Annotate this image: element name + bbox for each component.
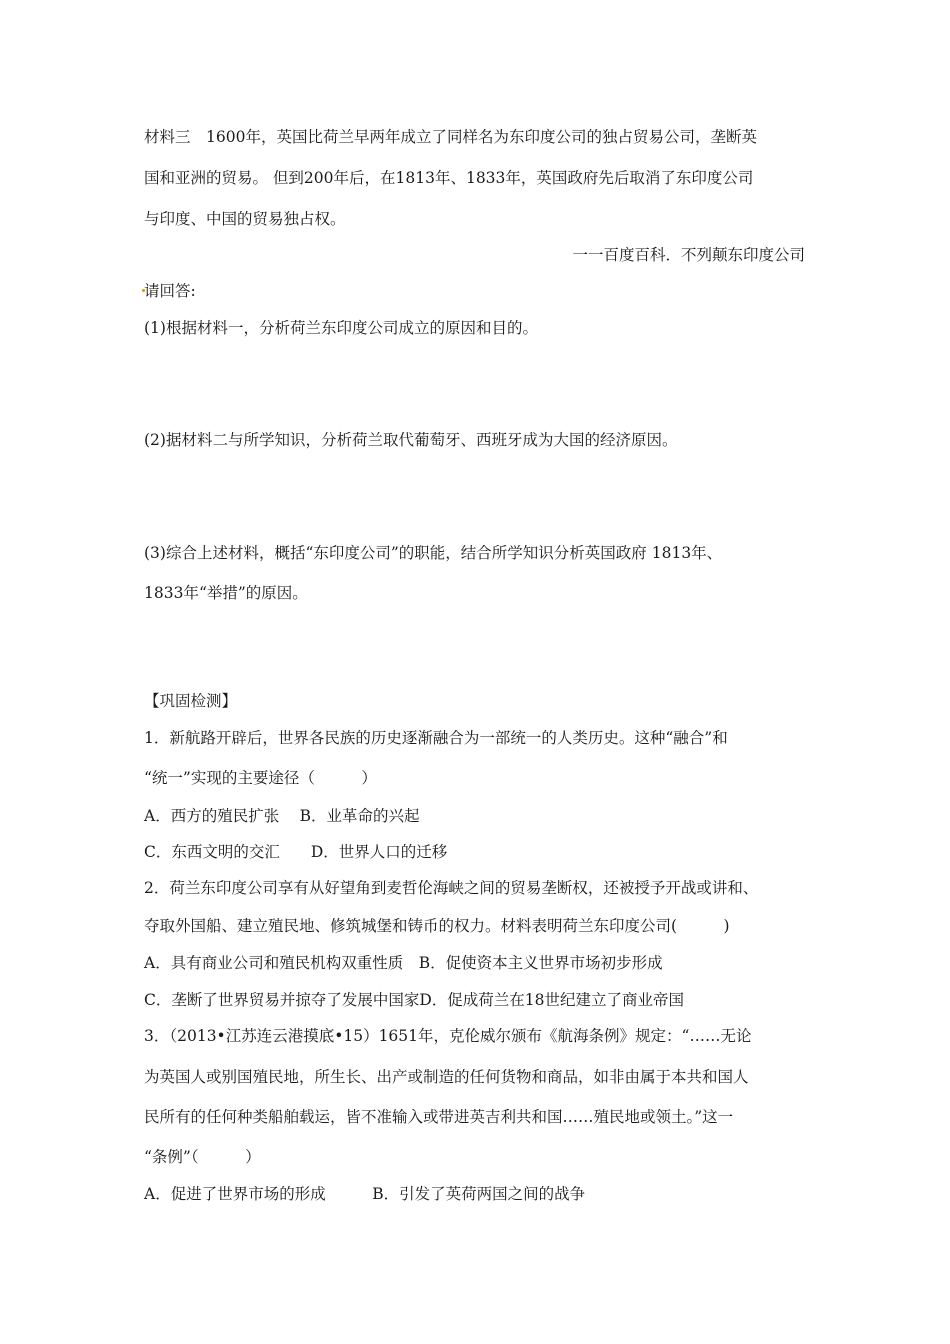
- material-three-line-1: 材料三 1600年，英国比荷兰早两年成立了同样名为东印度公司的独占贸易公司，垄断英: [144, 128, 757, 146]
- mc-question-3-line-2: 为英国人或别国殖民地，所生长、出产或制造的任何货物和商品，如非由属于本共和国人: [144, 1068, 749, 1086]
- mc-question-2-line-2: 夺取外国船、建立殖民地、修筑城堡和铸币的权力。材料表明荷兰东印度公司( ): [144, 917, 730, 935]
- question-3-line-2: 1833年“举措”的原因。: [144, 584, 308, 602]
- mc-question-3-options-ab: A．促进了世界市场的形成 B．引发了英荷两国之间的战争: [144, 1185, 586, 1203]
- question-1: (1)根据材料一，分析荷兰东印度公司成立的原因和目的。: [144, 319, 538, 337]
- question-2: (2)据材料二与所学知识，分析荷兰取代葡萄牙、西班牙成为大国的经济原因。: [144, 431, 678, 449]
- mc-question-3-line-3: 民所有的任何种类船舶载运，皆不准输入或带进英吉利共和国……殖民地或领土。”这一: [144, 1108, 734, 1126]
- mc-question-2-line-1: 2．荷兰东印度公司享有从好望角到麦哲伦海峡之间的贸易垄断权，还被授予开战或讲和、: [144, 879, 759, 897]
- section-title: 【巩固检测】: [144, 692, 238, 710]
- mc-question-1-line-1: 1．新航路开辟后，世界各民族的历史逐渐融合为一部统一的人类历史。这种“融合”和: [144, 729, 728, 747]
- mc-question-1-line-2: “统一”实现的主要途径（ ）: [144, 769, 377, 787]
- material-three-source: 一一百度百科．不列颠东印度公司: [572, 246, 805, 264]
- material-three-line-2: 国和亚洲的贸易。 但到200年后，在1813年、1833年，英国政府先后取消了东印度公司: [144, 169, 754, 187]
- mc-question-2-options-cd: C．垄断了世界贸易并掠夺了发展中国家D．促成荷兰在18世纪建立了商业帝国: [144, 991, 685, 1009]
- mc-question-3-line-4: “条例”（ ）: [144, 1148, 261, 1166]
- answer-prompt: 请回答:: [144, 282, 196, 300]
- material-three-line-3: 与印度、中国的贸易独占权。: [144, 210, 346, 228]
- question-3-line-1: (3)综合上述材料，概括“东印度公司”的职能，结合所学知识分析英国政府 1813年、: [144, 544, 723, 562]
- mc-question-1-options-cd: C．东西文明的交汇 D．世界人口的迁移: [144, 843, 448, 861]
- mc-question-2-options-ab: A．具有商业公司和殖民机构双重性质 B．促使资本主义世界市场初步形成: [144, 954, 663, 972]
- mc-question-1-options-ab: A．西方的殖民扩张 B．业革命的兴起: [144, 807, 420, 825]
- mc-question-3-line-1: 3．（2013•江苏连云港摸底•15）1651年，克伦威尔颁布《航海条例》规定：“……无论: [144, 1027, 752, 1045]
